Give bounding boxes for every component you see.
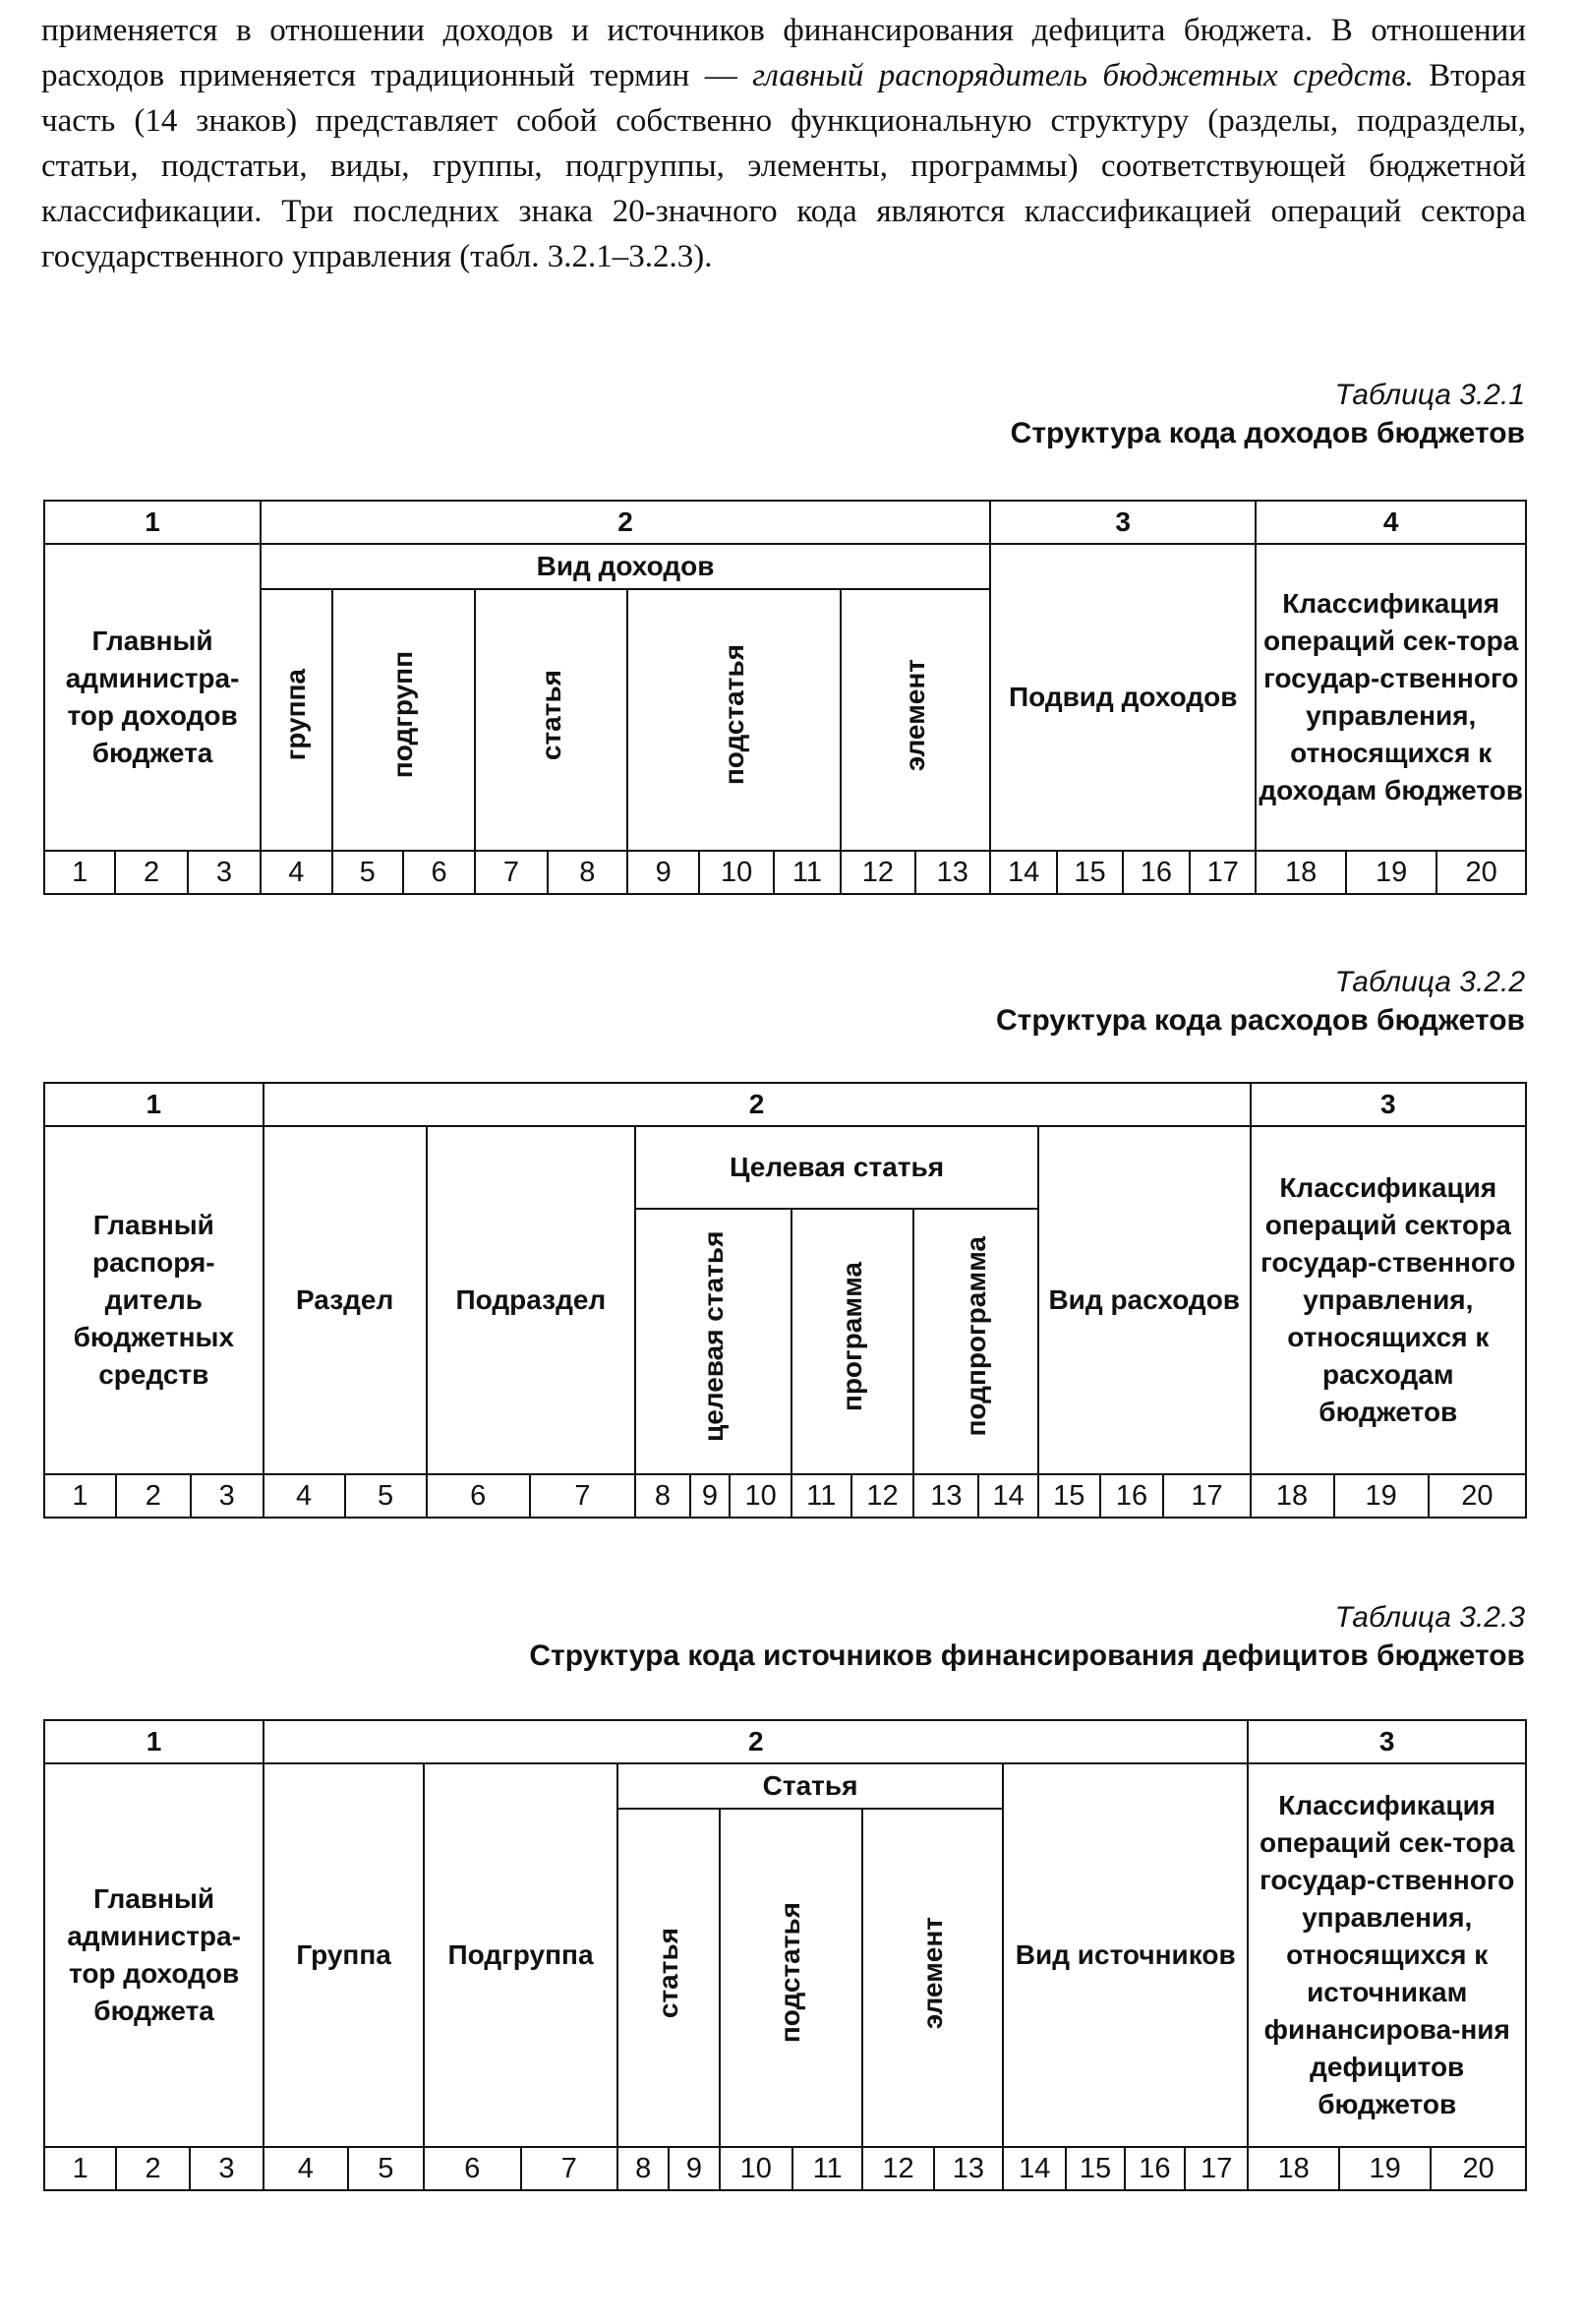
table1-sub-gruppa-text: группа — [280, 669, 312, 761]
table1-digit: 2 — [115, 851, 187, 894]
table2-podrazdel: Подраздел — [427, 1126, 636, 1474]
table3-digit: 10 — [720, 2147, 792, 2190]
table3-top-1: 1 — [44, 1720, 264, 1763]
table2-digit: 6 — [427, 1474, 530, 1518]
table1-sub-element-text: элемент — [900, 658, 931, 772]
table3-digit: 14 — [1003, 2147, 1066, 2190]
table2-sub-celevaya-statya — [635, 1209, 791, 1474]
table3-gruppa: Группа — [264, 1763, 424, 2147]
table3-main-text: Главный администра-тор доходов бюджета — [67, 1883, 241, 2026]
table3-top-2: 2 — [264, 1720, 1248, 1763]
table3-digit: 4 — [264, 2147, 347, 2190]
table3-kosgu — [1248, 1763, 1526, 2147]
table3-digit: 15 — [1066, 2147, 1124, 2190]
table2-sub-podprogramma-text: подпрограмма — [960, 1236, 991, 1437]
table1-digit: 15 — [1057, 851, 1122, 894]
table1-top-3: 3 — [990, 501, 1256, 544]
table1-podvid-text: Подвид доходов — [1008, 682, 1238, 712]
table1-digit: 17 — [1190, 851, 1256, 894]
table3-digit: 1 — [44, 2147, 116, 2190]
table3-digit: 17 — [1185, 2147, 1248, 2190]
table1-digit: 12 — [841, 851, 914, 894]
table1-top-1: 1 — [44, 501, 261, 544]
table1-kosgu-text: Классификация операций сек-тора государ-ственного управления, относящихся к доходам бюджетов — [1259, 588, 1523, 805]
table1-digit: 18 — [1256, 851, 1345, 894]
table2-digit: 9 — [690, 1474, 730, 1518]
table2-caption — [996, 964, 1525, 1041]
table2-digit: 3 — [191, 1474, 264, 1518]
table2-main-text: Главный распоря-дитель бюджетных средств — [73, 1210, 235, 1390]
table2-kosgu — [1251, 1126, 1526, 1474]
table1-digit: 14 — [990, 851, 1057, 894]
intro-term: главный распорядитель бюджетных средств. — [752, 58, 1414, 93]
table1-main-admin-text: Главный администра-тор доходов бюджета — [65, 626, 240, 768]
table2-digit: 17 — [1163, 1474, 1250, 1518]
table3-digit: 8 — [617, 2147, 669, 2190]
table3-sub-statya — [617, 1809, 720, 2147]
table3-digit: 7 — [521, 2147, 618, 2190]
table1-digit: 7 — [475, 851, 547, 894]
table2-digit: 13 — [913, 1474, 978, 1518]
table3-kosgu-text: Классификация операций сек-тора государ-ственного управления, относящихся к источникам финансирова-ния дефицитов бюджетов — [1260, 1790, 1515, 2119]
table3-digit: 19 — [1339, 2147, 1431, 2190]
table2-digit: 19 — [1334, 1474, 1429, 1518]
table2-digit: 16 — [1100, 1474, 1164, 1518]
table2-digit: 20 — [1429, 1474, 1526, 1518]
table2-digit: 10 — [730, 1474, 791, 1518]
intro-text-1: применяется в отношении доходов и источников финансирования дефицита бюджета. В отношении расходов применяется традиционный термин — — [41, 13, 1526, 93]
table2-sub-podprogramma — [913, 1209, 1038, 1474]
table1-sub-statya-text: статья — [535, 669, 566, 761]
table1-sub-element — [841, 589, 990, 851]
table3-digit: 2 — [116, 2147, 189, 2190]
table2-title: Структура кода расходов бюджетов — [995, 1004, 1525, 1037]
table1-digit: 4 — [261, 851, 331, 894]
table3-digit: 5 — [348, 2147, 424, 2190]
table3 — [43, 1719, 1527, 2191]
table1-digit: 13 — [915, 851, 990, 894]
table1-digit: 5 — [332, 851, 403, 894]
table3-podgruppa: Подгруппа — [424, 1763, 617, 2147]
table2-main — [44, 1126, 264, 1474]
table1-number: Таблица 3.2.1 — [1334, 379, 1525, 411]
table3-digit: 3 — [190, 2147, 264, 2190]
table3-digit: 13 — [934, 2147, 1003, 2190]
table3-sub-podstatya-text: подстатья — [775, 1902, 806, 2044]
table3-number: Таблица 3.2.3 — [1334, 1601, 1525, 1634]
table2-digit: 14 — [978, 1474, 1038, 1518]
intro-paragraph — [41, 8, 1526, 279]
table3-top-3: 3 — [1248, 1720, 1526, 1763]
table1-kosgu — [1256, 544, 1526, 851]
table1-digit: 3 — [188, 851, 261, 894]
table1-sub-statya — [475, 589, 627, 851]
table1-title: Структура кода доходов бюджетов — [1010, 417, 1525, 449]
table2-digit: 15 — [1038, 1474, 1100, 1518]
table2-digit: 5 — [345, 1474, 427, 1518]
table2-sub-programma — [791, 1209, 913, 1474]
table1-podvid — [990, 544, 1256, 851]
table1-caption — [1011, 377, 1525, 453]
table2-digit: 1 — [44, 1474, 116, 1518]
table2-digit: 11 — [791, 1474, 851, 1518]
table3-sub-element-text: элемент — [916, 1916, 948, 2030]
table3-vid-text: Вид источников — [1015, 1939, 1236, 1970]
table2-sub-programma-text: программа — [837, 1261, 868, 1412]
table2-digit: 18 — [1251, 1474, 1334, 1518]
table1-vid-dohodov: Вид доходов — [261, 544, 990, 589]
table1-sub-gruppa — [261, 589, 331, 851]
table1-top-2: 2 — [261, 501, 990, 544]
table1-sub-podstatya — [627, 589, 841, 851]
table1-digit: 11 — [774, 851, 841, 894]
table2-digit: 12 — [851, 1474, 914, 1518]
table3-sub-element — [862, 1809, 1003, 2147]
table2-number: Таблица 3.2.2 — [1334, 966, 1525, 998]
table1-digit: 19 — [1346, 851, 1436, 894]
table3-main — [44, 1763, 264, 2147]
table2-digit: 2 — [116, 1474, 191, 1518]
table1-digit: 9 — [627, 851, 699, 894]
table2-digit: 7 — [530, 1474, 635, 1518]
table2-razdel: Раздел — [264, 1126, 427, 1474]
table3-digit: 11 — [792, 2147, 862, 2190]
table3-statya: Статья — [617, 1763, 1003, 1809]
table3-sub-statya-text: статья — [652, 1927, 683, 2019]
table3-caption — [529, 1599, 1525, 1676]
table2-kosgu-text: Классификация операций сектора государ-ственного управления, относящихся к расходам бюджетов — [1260, 1172, 1516, 1427]
table3-digit: 9 — [669, 2147, 719, 2190]
table2-digit: 8 — [635, 1474, 690, 1518]
table1-digit: 1 — [44, 851, 115, 894]
intro-text-2: Вторая часть (14 знаков) представляет собой собственно функциональную структуру (разделы, подразделы, статьи, подстатьи, виды, группы, подгруппы, элементы, программы) соответствующей бюджетной классификации. Три последних знака 20-значного кода являются классификацией операций сектора государственного управления (табл. 3.2.1–3.2.3). — [41, 58, 1526, 274]
table2-top-3: 3 — [1251, 1083, 1526, 1126]
table1-sub-podstatya-text: подстатья — [718, 644, 749, 786]
table1-main-admin — [44, 544, 261, 851]
table1-sub-podgrupp-text: подгрупп — [387, 651, 419, 779]
table2-top-2: 2 — [264, 1083, 1251, 1126]
table1-digit: 6 — [403, 851, 475, 894]
table1-digit: 20 — [1436, 851, 1526, 894]
table3-digit: 18 — [1248, 2147, 1338, 2190]
table2-sub-celevaya-statya-text: целевая статья — [697, 1230, 729, 1443]
table2-celevaya: Целевая статья — [635, 1126, 1038, 1209]
table2-vid-text: Вид расходов — [1048, 1284, 1241, 1315]
table2 — [43, 1082, 1527, 1519]
table3-digit: 16 — [1125, 2147, 1185, 2190]
table3-digit: 6 — [424, 2147, 521, 2190]
table1-top-4: 4 — [1256, 501, 1526, 544]
table1 — [43, 500, 1527, 895]
table3-sub-podstatya — [720, 1809, 863, 2147]
table3-digit: 12 — [862, 2147, 933, 2190]
table3-vid — [1003, 1763, 1248, 2147]
table1-digit: 10 — [699, 851, 773, 894]
table2-vid — [1038, 1126, 1251, 1474]
table2-top-1: 1 — [44, 1083, 264, 1126]
table3-digit: 20 — [1431, 2147, 1526, 2190]
table2-digit: 4 — [264, 1474, 345, 1518]
table1-digit: 8 — [548, 851, 627, 894]
table1-digit: 16 — [1123, 851, 1190, 894]
table1-sub-podgrupp — [332, 589, 476, 851]
table3-title: Структура кода источников финансирования дефицитов бюджетов — [529, 1639, 1525, 1672]
